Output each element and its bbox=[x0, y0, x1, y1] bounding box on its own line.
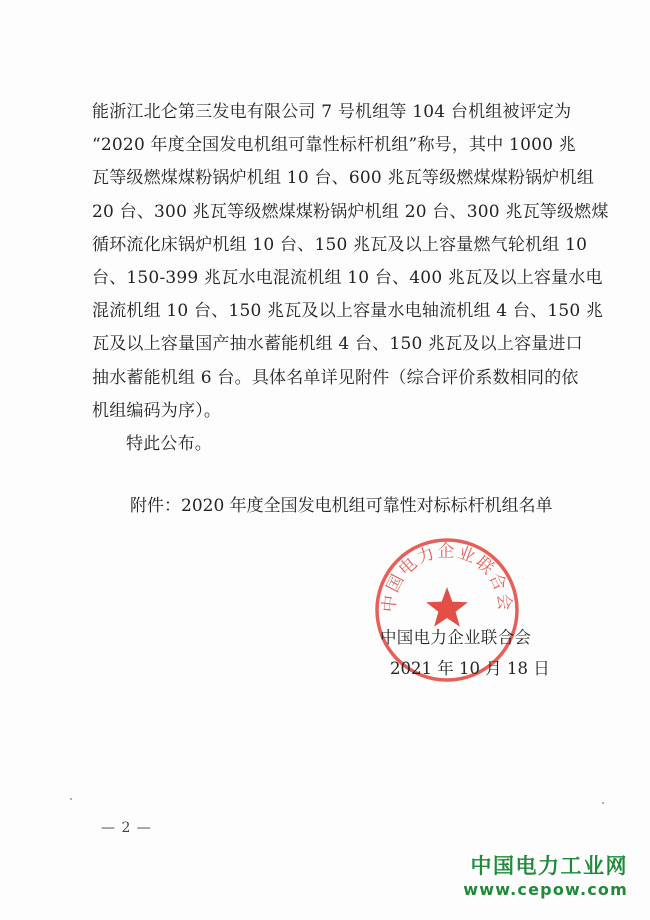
page-number: — 2 — bbox=[101, 820, 152, 836]
body-line: 机组编码为序）。 bbox=[92, 400, 222, 421]
seal-star-icon bbox=[426, 587, 468, 627]
watermark-url: www.cepow.com bbox=[463, 880, 628, 899]
body-line: 20 台、300 兆瓦等级燃煤煤粉锅炉机组 20 台、300 兆瓦等级燃煤 bbox=[92, 201, 609, 222]
scan-speck bbox=[70, 798, 72, 800]
body-line: 瓦及以上容量国产抽水蓄能机组 4 台、150 兆瓦及以上容量进口 bbox=[92, 334, 583, 355]
attachment-line: 附件：2020 年度全国发电机组可靠性对标标杆机组名单 bbox=[130, 496, 553, 516]
document-body bbox=[92, 96, 612, 461]
site-watermark bbox=[463, 852, 628, 900]
body-line: 混流机组 10 台、150 兆瓦及以上容量水电轴流机组 4 台、150 兆 bbox=[92, 301, 604, 322]
closing-line: 特此公布。 bbox=[126, 433, 212, 454]
watermark-title: 中国电力工业网 bbox=[470, 854, 628, 878]
body-line: 循环流化床锅炉机组 10 台、150 兆瓦及以上容量燃气轮机组 10 bbox=[92, 234, 588, 255]
body-line: 瓦等级燃煤煤粉锅炉机组 10 台、600 兆瓦等级燃煤煤粉锅炉机组 bbox=[92, 168, 594, 189]
signature-block bbox=[380, 622, 550, 684]
body-line: 抽水蓄能机组 6 台。具体名单详见附件（综合评价系数相同的依 bbox=[92, 367, 579, 388]
body-line: “2020 年度全国发电机组可靠性标杆机组”称号，其中 1000 兆 bbox=[92, 135, 576, 156]
signature-organization: 中国电力企业联合会 bbox=[380, 628, 532, 647]
scan-speck bbox=[602, 802, 604, 804]
body-line: 能浙江北仑第三发电有限公司 7 号机组等 104 台机组被评定为 bbox=[92, 102, 572, 122]
body-line: 台、150-399 兆瓦水电混流机组 10 台、400 兆瓦及以上容量水电 bbox=[92, 267, 603, 288]
signature-date: 2021 年 10 月 18 日 bbox=[390, 659, 550, 678]
seal-text: 中国电力企业联合会 bbox=[379, 541, 515, 614]
